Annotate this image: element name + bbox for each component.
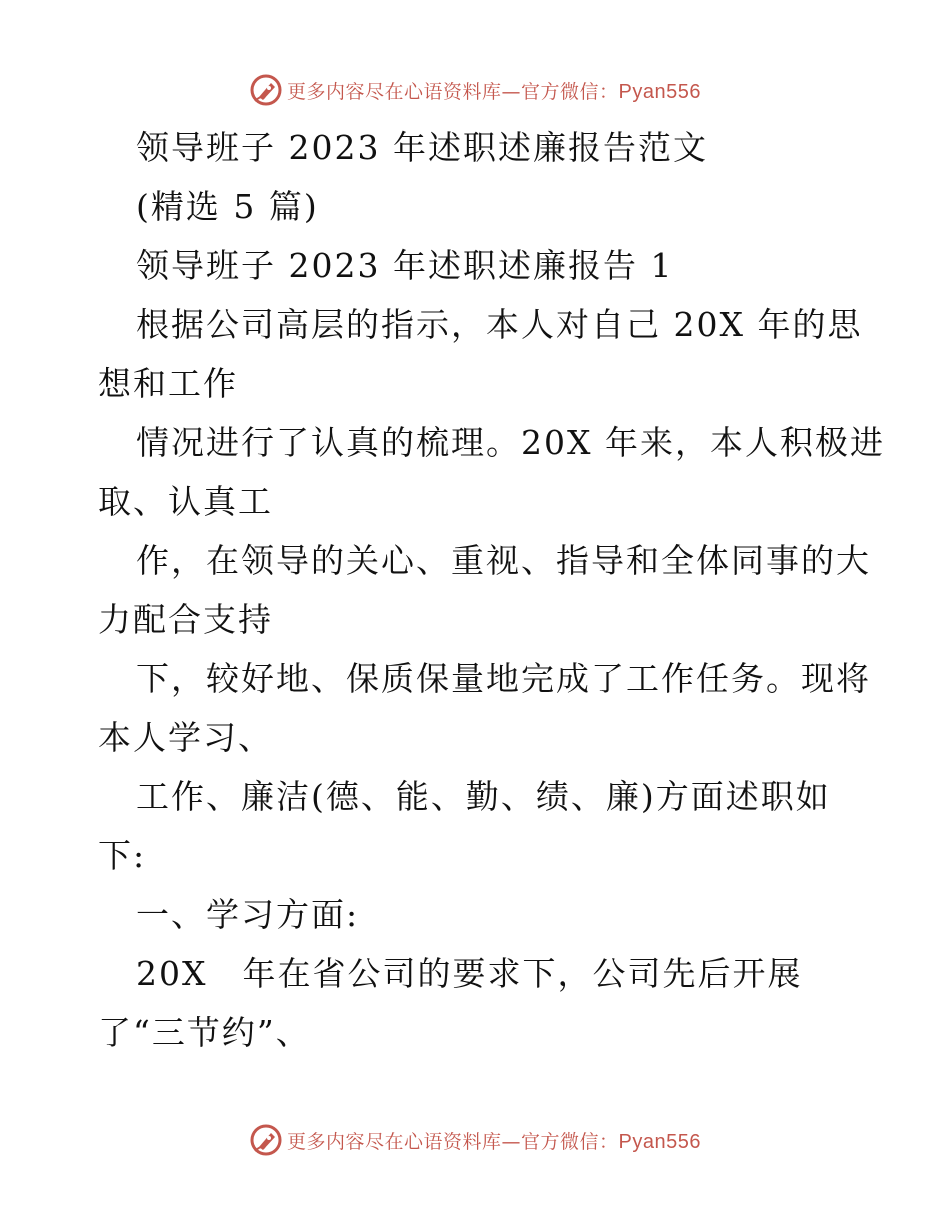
banner-text: [287, 77, 701, 104]
paragraph-line: 工作、廉洁(德、能、勤、绩、廉)方面述职如: [136, 777, 831, 816]
banner-wechat-id: Pyan556: [618, 80, 701, 103]
paragraph-line: 取、认真工: [98, 482, 273, 521]
footer-banner: [0, 1120, 950, 1160]
paragraph-line: 本人学习、: [98, 718, 273, 757]
paragraph-line: 力配合支持: [98, 600, 273, 639]
paragraph-line: 了“三节约”、: [98, 1013, 311, 1052]
paragraph-line: 下:: [98, 836, 147, 875]
pen-nib-logo-icon: [249, 1123, 283, 1157]
header-banner: [0, 70, 950, 110]
document-subtitle: (精选 5 篇): [136, 187, 319, 226]
banner-title: 更多内容尽在心语资料库: [287, 1130, 502, 1153]
document-body: [98, 118, 885, 1062]
banner-separator: —: [501, 1130, 522, 1153]
document-title: 领导班子 2023 年述职述廉报告范文: [136, 128, 708, 167]
banner-suffix: 官方微信：: [521, 80, 619, 103]
paragraph-line: 根据公司高层的指示，本人对自己 20X 年的思: [136, 305, 863, 344]
banner-text: [287, 1127, 701, 1154]
section-heading: 领导班子 2023 年述职述廉报告 1: [136, 246, 674, 285]
paragraph-line: 作，在领导的关心、重视、指导和全体同事的大: [136, 541, 871, 580]
banner-title: 更多内容尽在心语资料库: [287, 80, 502, 103]
banner-wechat-id: Pyan556: [618, 1130, 701, 1153]
paragraph-line: 下，较好地、保质保量地完成了工作任务。现将: [136, 659, 871, 698]
banner-suffix: 官方微信：: [521, 1130, 619, 1153]
paragraph-line: 20X 年在省公司的要求下，公司先后开展: [136, 954, 803, 993]
banner-separator: —: [501, 80, 522, 103]
pen-nib-logo-icon: [249, 73, 283, 107]
subsection-heading: 一、学习方面:: [136, 895, 360, 934]
paragraph-line: 想和工作: [98, 364, 238, 403]
paragraph-line: 情况进行了认真的梳理。20X 年来，本人积极进: [136, 423, 885, 462]
